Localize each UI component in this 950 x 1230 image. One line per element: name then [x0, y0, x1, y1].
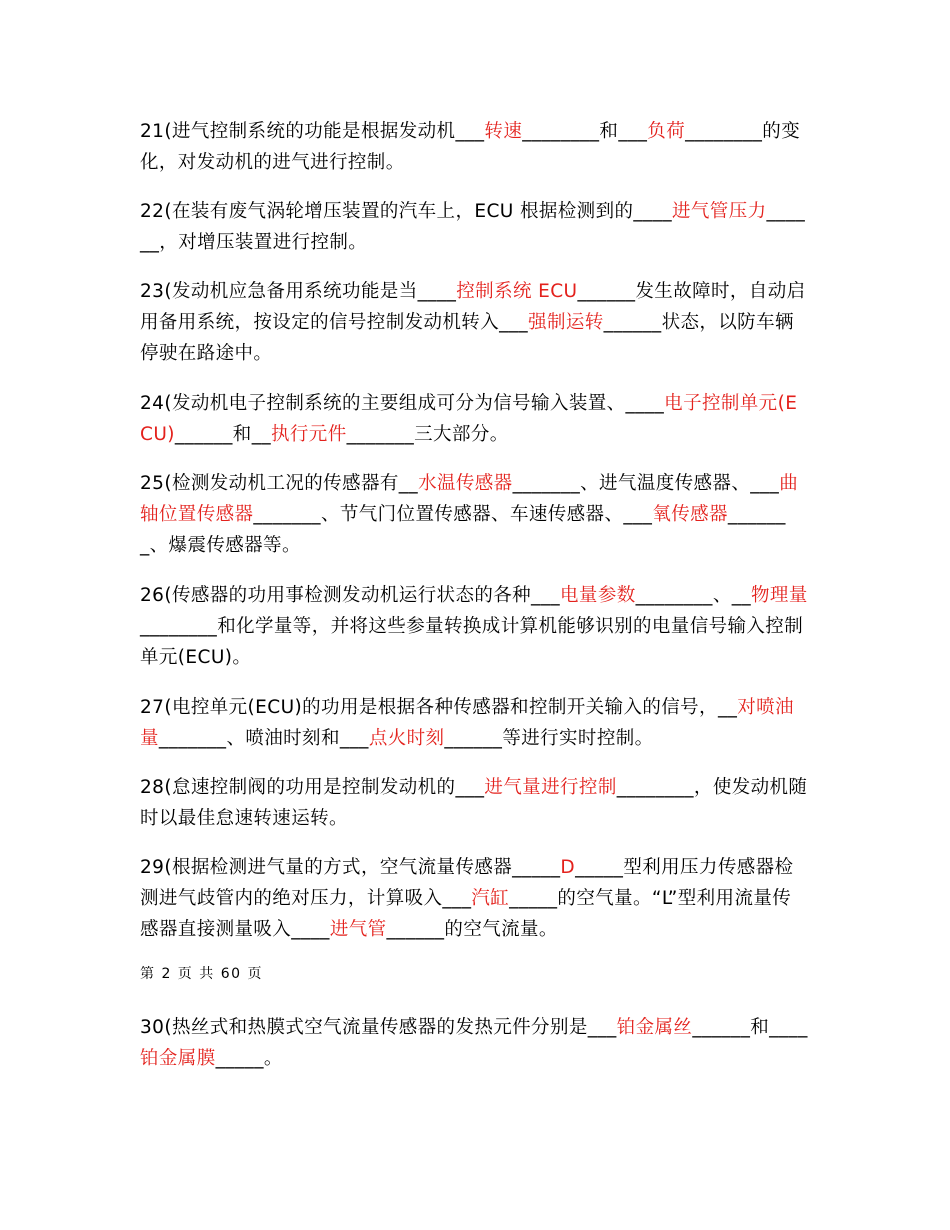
question-text: ______状态，以防车辆停驶在路途中。	[140, 312, 794, 364]
answer-text: 进气量进行控制	[484, 777, 617, 798]
question-25	[140, 468, 810, 561]
answer-text: 强制运转	[528, 312, 604, 333]
question-text: 26(传感器的功用事检测发动机运行状态的各种___	[140, 585, 561, 606]
question-text: _______、节气门位置传感器、车速传感器、___	[253, 504, 653, 525]
question-text: _______、爆震传感器等。	[140, 504, 786, 556]
answer-text: 负荷	[647, 121, 686, 142]
question-text: ______和__	[174, 424, 271, 445]
answer-text: 汽缸	[471, 888, 510, 909]
answer-text: 曲轴位置传感器	[140, 473, 799, 525]
answer-text: 物理量	[751, 585, 808, 606]
question-28	[140, 772, 810, 834]
question-text: ______等进行实时控制。	[444, 728, 654, 749]
question-text: 25(检测发动机工况的传感器有__	[140, 473, 419, 494]
answer-text: 对喷油量	[140, 697, 794, 749]
question-text: _____型利用压力传感器检测进气歧管内的绝对压力，计算吸入___	[140, 857, 794, 909]
answer-text: D	[560, 857, 576, 878]
question-text: 29(根据检测进气量的方式，空气流量传感器_____	[140, 857, 561, 878]
question-text: ______的空气流量。	[386, 919, 558, 940]
question-text: 24(发动机电子控制系统的主要组成可分为信号输入装置、____	[140, 393, 665, 414]
answer-text: 控制系统 ECU	[456, 281, 578, 302]
question-text: _______、进气温度传感器、___	[512, 473, 780, 494]
question-26	[140, 580, 810, 673]
question-22	[140, 196, 810, 258]
question-text: ________，使发动机随时以最佳怠速转速运转。	[140, 777, 808, 829]
answer-text: 转速	[484, 121, 523, 142]
question-text: ______和____	[692, 1017, 808, 1038]
question-text: ______发生故障时，自动启用备用系统，按设定的信号控制发动机转入___	[140, 281, 806, 333]
question-24	[140, 388, 810, 450]
answer-text: 铂金属膜	[140, 1048, 216, 1069]
question-text: ______，对增压装置进行控制。	[140, 201, 806, 253]
question-text: ________和化学量等，并将这些参量转换成计算机能够识别的电量信号输入控制单元(ECU)。	[140, 616, 804, 668]
question-text: ________和___	[522, 121, 648, 142]
question-29	[140, 852, 810, 945]
question-text: ________、__	[635, 585, 752, 606]
answer-text: 进气管压力	[672, 201, 767, 222]
question-text: 27(电控单元(ECU)的功用是根据各种传感器和控制开关输入的信号，__	[140, 697, 738, 718]
question-text: 28(怠速控制阀的功用是控制发动机的___	[140, 777, 485, 798]
question-text: 21(进气控制系统的功能是根据发动机___	[140, 121, 485, 142]
question-21	[140, 116, 810, 178]
answer-text: 电子控制单元(ECU)	[140, 393, 798, 445]
answer-text: 铂金属丝	[616, 1017, 693, 1038]
answer-text: 进气管	[329, 919, 387, 940]
question-text: _______、喷油时刻和___	[158, 728, 369, 749]
question-text: _____。	[215, 1048, 283, 1069]
question-30	[140, 1012, 810, 1074]
page-number-footer: 第 2 页 共 60 页	[140, 966, 263, 982]
question-23	[140, 276, 810, 369]
answer-text: 水温传感器	[418, 473, 513, 494]
question-text: 30(热丝式和热膜式空气流量传感器的发热元件分别是___	[140, 1017, 617, 1038]
answer-text: 电量参数	[560, 585, 636, 606]
question-text: _____的空气量。“L”型利用流量传感器直接测量吸入____	[140, 888, 792, 940]
question-text: 23(发动机应急备用系统功能是当____	[140, 281, 457, 302]
answer-text: 执行元件	[271, 424, 347, 445]
question-text: _______三大部分。	[346, 424, 509, 445]
question-text: 22(在装有废气涡轮增压装置的汽车上，ECU 根据检测到的____	[140, 201, 672, 222]
answer-text: 氧传感器	[652, 504, 728, 525]
question-27	[140, 692, 810, 754]
question-text: ________的变化，对发动机的进气进行控制。	[140, 121, 801, 173]
answer-text: 点火时刻	[368, 728, 445, 749]
